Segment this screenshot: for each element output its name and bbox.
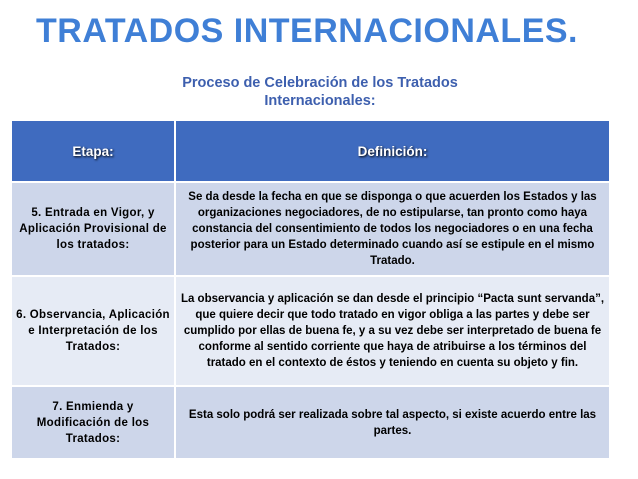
stage-cell: 5. Entrada en Vigor, y Aplicación Provisional de los tratados:	[12, 182, 175, 276]
subtitle	[110, 74, 530, 110]
subtitle-line-1: Proceso de Celebración de los Tratados	[182, 75, 458, 91]
table-row	[12, 276, 609, 386]
definition-cell: Se da desde la fecha en que se disponga o que acuerden los Estados y las organizaciones negociadores, de no estipularse, tan pronto como haya constancia del consentimiento de todos los negociadores o en una fecha posterior para un Estado determinado cuando así se estipule en el mismo Tratado.	[175, 182, 609, 276]
page-title: TRATADOS INTERNACIONALES.	[36, 12, 579, 50]
stage-cell: 6. Observancia, Aplicación e Interpretación de los Tratados:	[12, 276, 175, 386]
table-row	[12, 182, 609, 276]
definition-cell: La observancia y aplicación se dan desde el principio “Pacta sunt servanda”, que quiere decir que todo tratado en vigor obliga a las partes y debe ser cumplido por ellas de buena fe, y a su vez debe ser interpretado de buena fe conforme al sentido corriente que haya de atribuirse a los términos del tratado en el contexto de éstos y teniendo en cuenta su objeto y fin.	[175, 276, 609, 386]
table-header-row	[12, 121, 609, 182]
stage-cell: 7. Enmienda y Modificación de los Tratados:	[12, 386, 175, 458]
header-etapa: Etapa:	[12, 121, 175, 182]
header-definicion: Definición:	[175, 121, 609, 182]
table-row	[12, 386, 609, 458]
subtitle-line-2: Internacionales:	[264, 93, 376, 109]
stages-table	[12, 121, 609, 458]
definition-cell: Esta solo podrá ser realizada sobre tal aspecto, si existe acuerdo entre las partes.	[175, 386, 609, 458]
